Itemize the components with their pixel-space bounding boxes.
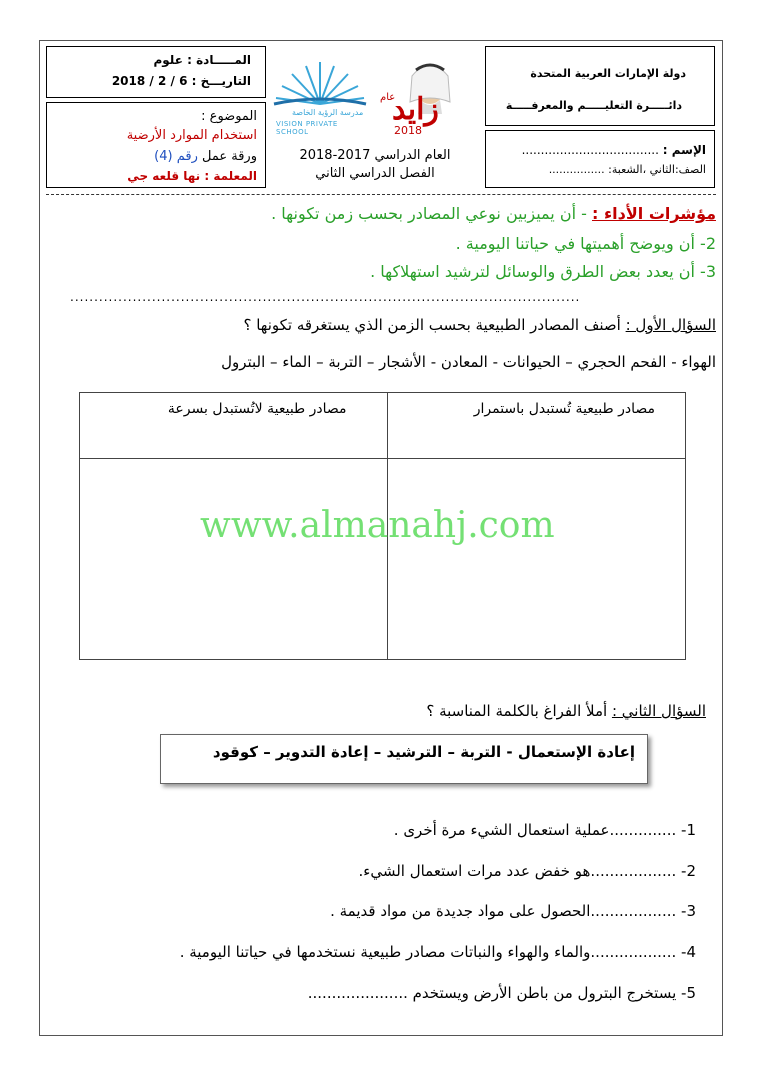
- fill-item-num: 2-: [681, 862, 696, 880]
- fill-item-text[interactable]: يستخرج البترول من باطن الأرض ويستخدم .....................: [307, 984, 677, 1002]
- worksheet-label: ورقة عمل: [202, 149, 257, 164]
- q2-heading: [80, 702, 706, 720]
- fill-item-num: 1-: [681, 821, 696, 839]
- renewable-answer-cell[interactable]: [387, 459, 685, 660]
- fill-item-2: [60, 862, 696, 880]
- date-label: التاريـــخ :: [191, 74, 251, 88]
- q1-text: أصنف المصادر الطبيعية بحسب الزمن الذي يستغرقه تكونها ؟: [243, 316, 621, 334]
- zayed-year: 2018: [394, 124, 422, 137]
- q2-label: السؤال الثاني :: [611, 702, 706, 720]
- fill-item-5: [60, 984, 696, 1002]
- q1-heading: [80, 316, 716, 334]
- watermark: www.almanahj.com: [200, 505, 555, 546]
- class-field[interactable]: ................: [548, 163, 605, 176]
- word-bank: [160, 734, 648, 784]
- department-name: دائـــــرة التعليـــــم والمعرفـــــة: [505, 99, 682, 112]
- school-logo: [270, 58, 370, 136]
- topic-box: [46, 102, 266, 188]
- academic-year: العام الدراسي 2017-2018: [299, 148, 451, 163]
- topic-label: الموضوع :: [201, 109, 257, 124]
- ministry-box: [485, 46, 715, 126]
- col-renewable-header: مصادر طبيعية تُستبدل باستمرار: [387, 393, 685, 459]
- indicators-title: مؤشرات الأداء :: [592, 204, 716, 223]
- q1-items: الهواء - الفحم الحجري – الحيوانات - المعادن - الأشجار – التربة – الماء – البترول: [221, 353, 716, 371]
- subject-date-box: [46, 46, 266, 98]
- header-divider: [46, 194, 716, 195]
- student-info-box: [485, 130, 715, 188]
- fill-item-text[interactable]: ..................والماء والهواء والنباتات مصادر طبيعية نستخدمها في حياتنا اليومية .: [179, 943, 677, 961]
- fill-item-num: 5-: [681, 984, 696, 1002]
- fill-item-num: 4-: [681, 943, 696, 961]
- class-label: الصف:الثاني ،الشعبة:: [608, 163, 706, 176]
- zayed-year-logo: [380, 54, 460, 138]
- worksheet-number: رقم (4): [154, 149, 198, 164]
- subject-value: علوم: [153, 53, 183, 67]
- q2-text: أملأ الفراغ بالكلمة المناسبة ؟: [426, 702, 608, 720]
- q1-label: السؤال الأول :: [625, 316, 716, 334]
- fill-item-num: 3-: [681, 902, 696, 920]
- word-bank-text: إعادة الإستعمال - التربة – الترشيد – إعادة التدوير – كوقود: [212, 743, 635, 761]
- nonrenewable-answer-cell[interactable]: [80, 459, 388, 660]
- teacher-name: المعلمة : نها قلعه جي: [127, 169, 257, 183]
- school-sunburst-icon: [270, 58, 370, 108]
- indicators-line-1: [120, 204, 716, 223]
- subject-label: المـــــادة :: [187, 53, 251, 67]
- col-nonrenewable-header: مصادر طبيعية لاتُستبدل بسرعة: [80, 393, 388, 459]
- fill-item-text[interactable]: ..............عملية استعمال الشيء مرة أخرى .: [393, 821, 677, 839]
- name-field[interactable]: ....................................: [521, 143, 659, 157]
- indicator-2: 2- أن ويوضح أهميتها في حياتنا اليومية .: [455, 234, 716, 253]
- school-name-en: VISION PRIVATE SCHOOL: [276, 120, 338, 136]
- date-value: 6 / 2 / 2018: [111, 74, 188, 88]
- section-dots: ..........................................................................................................: [70, 290, 581, 304]
- country-name: دولة الإمارات العربية المتحدة: [530, 67, 686, 80]
- indicator-1: - أن يميزبين نوعي المصادر بحسب زمن تكونها .: [271, 204, 587, 223]
- fill-item-3: [60, 902, 696, 920]
- fill-item-text[interactable]: ..................الحصول على مواد جديدة من مواد قديمة .: [330, 902, 677, 920]
- indicator-3: 3- أن يعدد بعض الطرق والوسائل لترشيد استهلاكها .: [370, 262, 716, 281]
- zayed-text: زايد: [392, 92, 439, 127]
- fill-item-1: [60, 821, 696, 839]
- school-name-ar: مدرسة الرؤية الخاصة: [292, 108, 364, 117]
- name-label: الإسم :: [662, 143, 706, 157]
- semester: الفصل الدراسي الثاني: [315, 166, 435, 181]
- topic-value: استخدام الموارد الأرضية: [126, 128, 257, 143]
- fill-item-text[interactable]: ..................هو خفض عدد مرات استعمال الشيء.: [358, 862, 677, 880]
- zayed-small: عام: [380, 92, 396, 103]
- fill-item-4: [50, 943, 696, 961]
